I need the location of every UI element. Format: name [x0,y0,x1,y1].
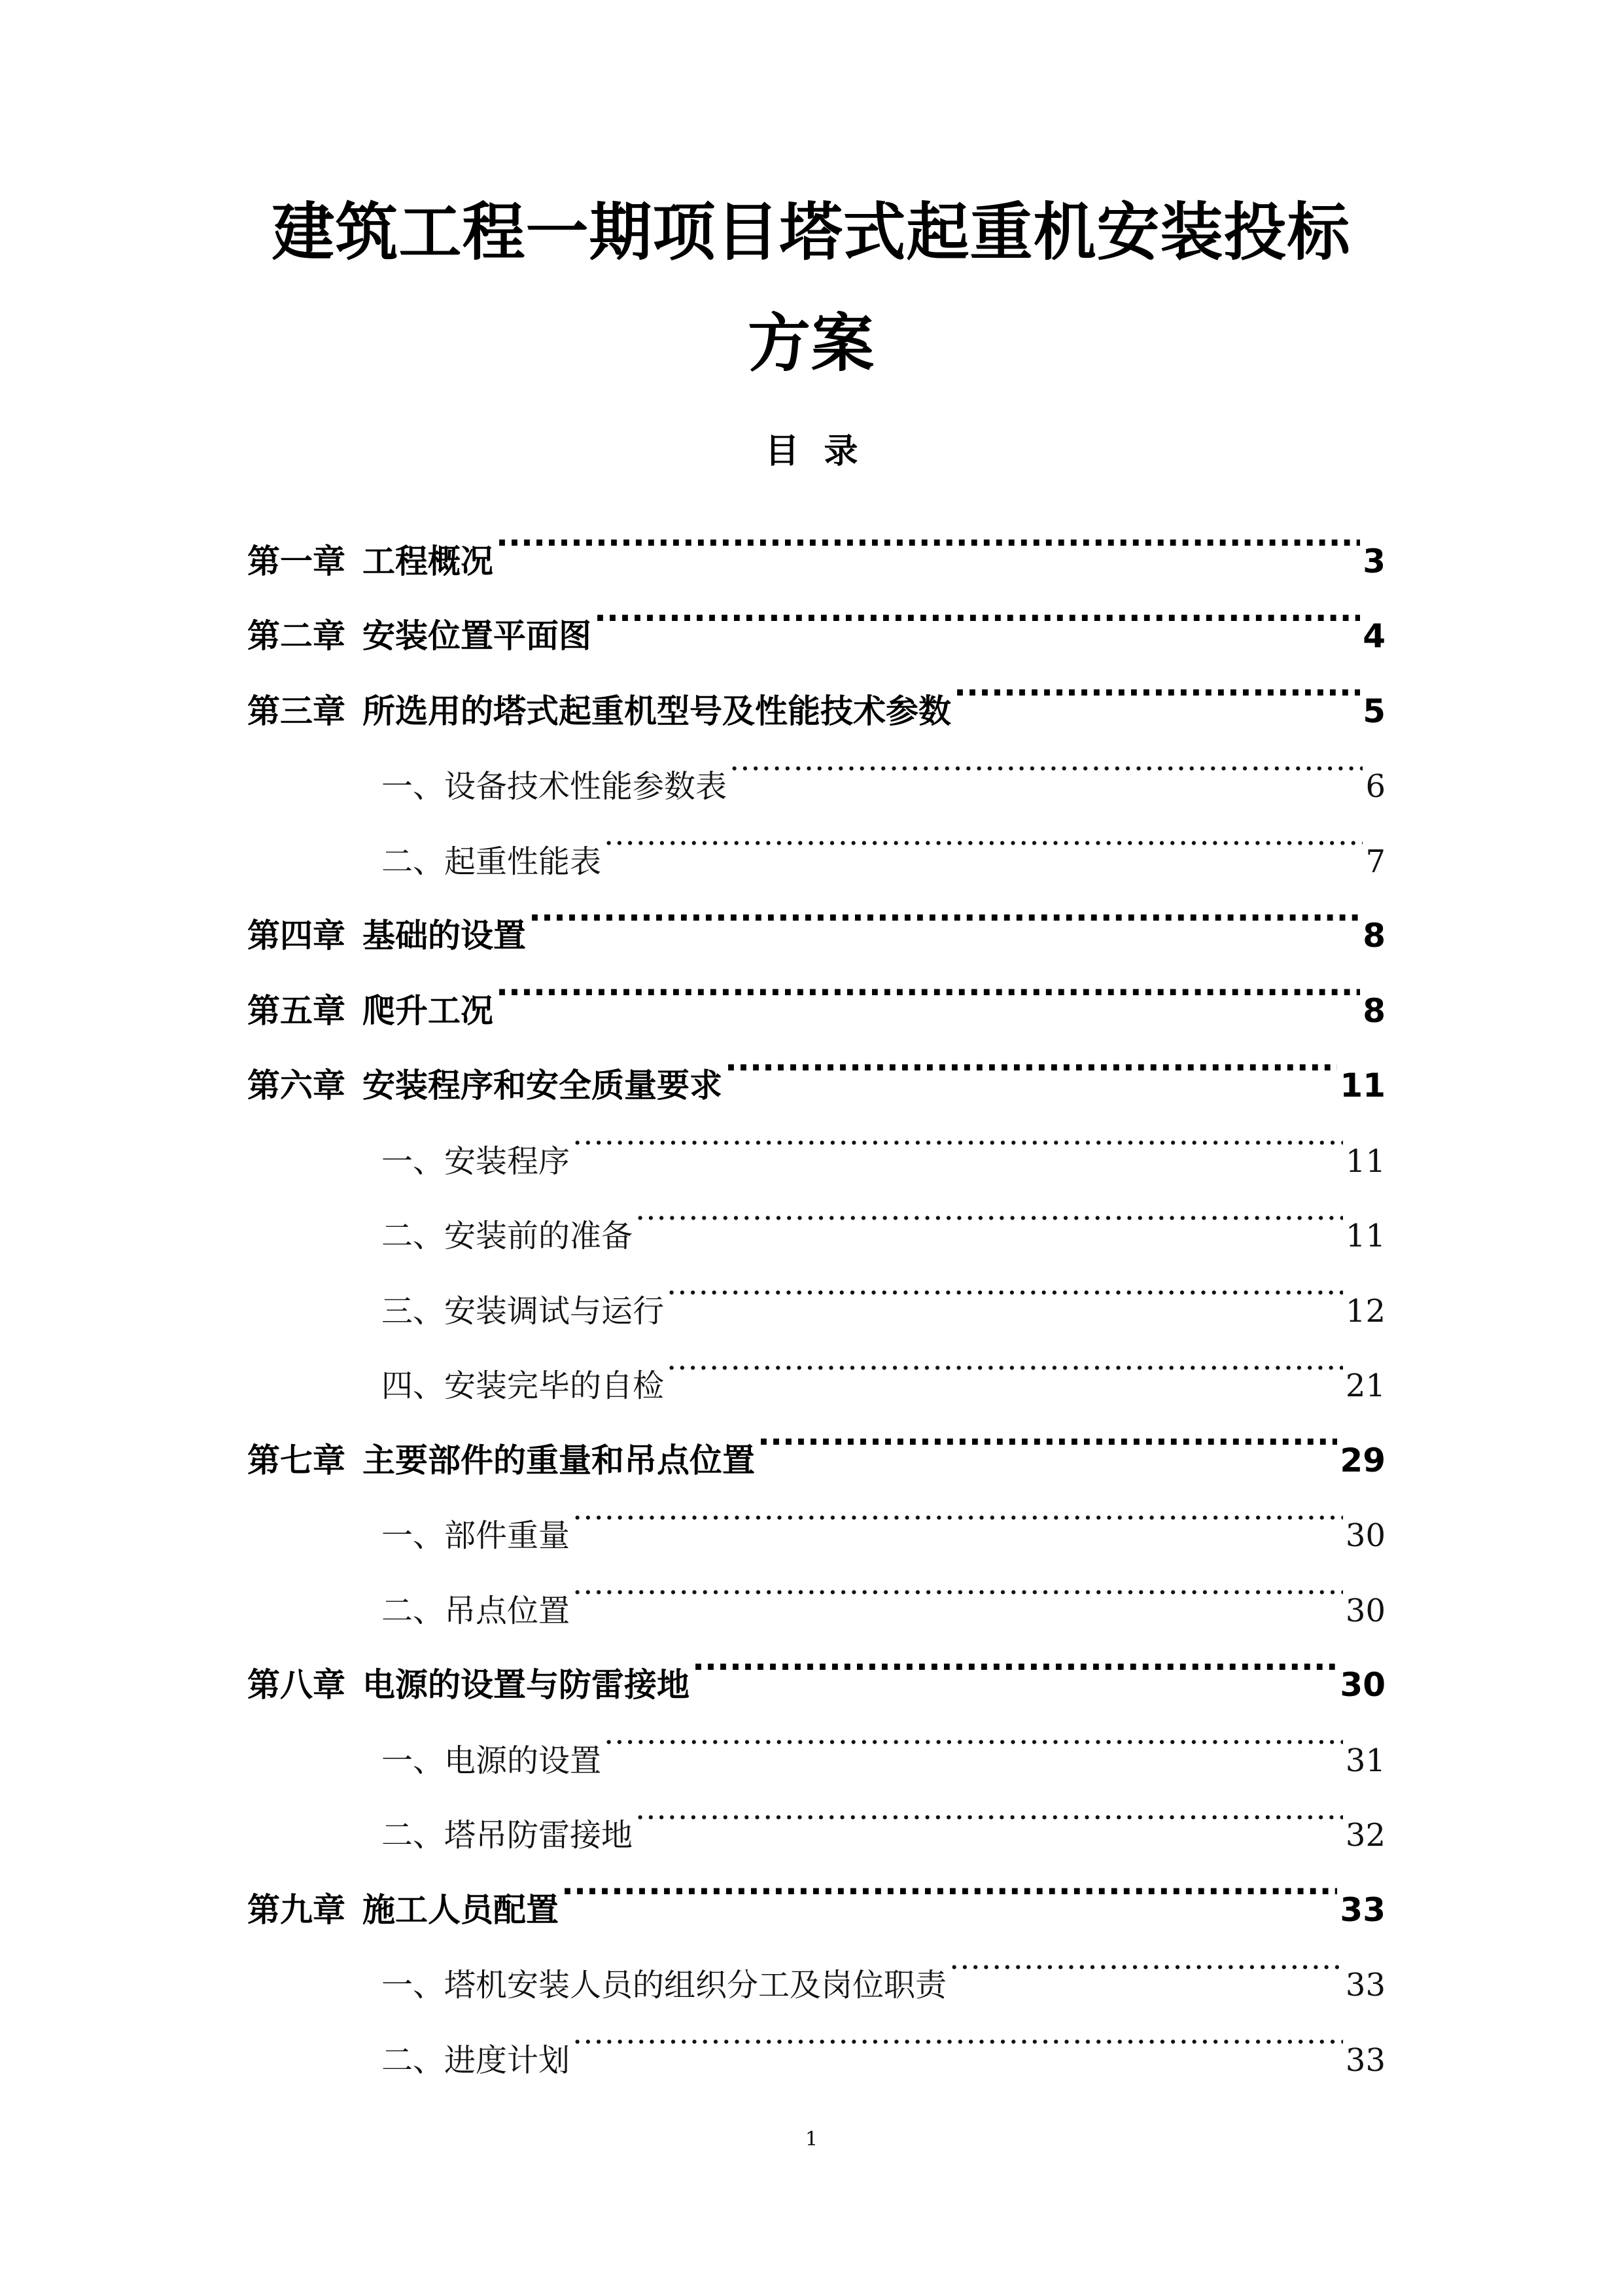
toc-chapter-number: 第二章 [247,617,345,655]
toc-dot-leader [667,1322,1343,1397]
toc-page-number: 33 [1345,2041,1386,2079]
page-number: 1 [805,2128,818,2151]
toc-entry-label [247,1873,559,1948]
toc-dot-leader [725,1022,1337,1097]
toc-dot-leader [496,497,1360,573]
toc-entry-label [381,1349,664,1424]
toc-entry-title: 爬升工况 [362,991,493,1030]
toc-dot-leader [604,797,1363,872]
toc-chapter-number: 第三章 [247,692,345,730]
toc-page-number: 12 [1345,1292,1386,1330]
toc-chapter-number: 第五章 [247,991,345,1030]
toc-entry-label [247,974,493,1049]
toc-entry-title: 一、电源的设置 [381,1742,602,1779]
toc-dot-leader [604,1696,1343,1771]
toc-dot-leader [561,1846,1337,1921]
toc-entry-title: 主要部件的重量和吊点位置 [362,1441,755,1479]
toc-entry-title: 一、塔机安装人员的组织分工及岗位职责 [381,1967,947,2004]
toc-entry-label [381,2023,570,2098]
table-of-contents [247,497,1386,2079]
toc-page-number: 33 [1340,1890,1386,1929]
toc-entry-title: 安装位置平面图 [362,617,591,655]
toc-entry-title: 三、安装调试与运行 [381,1292,665,1330]
toc-chapter-number: 第八章 [247,1666,345,1704]
toc-page-number: 7 [1365,843,1386,880]
toc-page-number: 33 [1345,1967,1386,2004]
toc-dot-leader [635,1172,1343,1247]
toc-chapter-number: 第一章 [247,542,345,580]
toc-entry-title: 工程概况 [362,542,493,580]
toc-dot-leader [572,1472,1343,1547]
toc-entry-label [381,1498,570,1574]
toc-page-number: 5 [1363,692,1386,730]
toc-entry-title: 基础的设置 [362,917,526,955]
toc-entry-label [381,1723,601,1799]
toc-chapter-number: 第七章 [247,1441,345,1479]
toc-entry-title: 所选用的塔式起重机型号及性能技术参数 [362,692,951,730]
toc-page-number: 30 [1345,1592,1386,1629]
toc-entry-label [247,898,526,974]
toc-dot-leader [572,1546,1343,1621]
toc-dot-leader [949,1921,1343,1996]
toc-dot-leader [572,1097,1343,1172]
toc-page-number: 32 [1345,1817,1386,1854]
toc-dot-leader [729,722,1363,798]
toc-entry-title: 四、安装完毕的自检 [381,1368,665,1404]
toc-entry-label [247,599,591,674]
toc-dot-leader [572,1996,1343,2071]
toc-page-number: 30 [1345,1517,1386,1554]
toc-page-number: 8 [1363,917,1386,955]
toc-entry-title: 一、安装程序 [381,1142,570,1180]
toc-page-number: 21 [1345,1368,1386,1404]
toc-dot-leader [594,573,1360,648]
toc-entry-title: 电源的设置与防雷接地 [362,1666,689,1704]
toc-page-number: 6 [1365,768,1386,805]
toc-page-number: 31 [1345,1742,1386,1779]
toc-entry-title: 二、塔吊防雷接地 [381,1817,633,1854]
toc-entry-label [247,524,493,599]
toc-chapter-entry[interactable] [247,497,1386,580]
toc-page-number: 4 [1363,617,1386,655]
toc-entry-title: 二、起重性能表 [381,843,602,880]
toc-page-number: 11 [1340,1067,1386,1104]
toc-heading: 目 录 [765,432,858,471]
toc-chapter-number: 第四章 [247,917,345,955]
toc-page-number: 11 [1345,1142,1386,1180]
toc-dot-leader [496,947,1360,1022]
toc-dot-leader [758,1396,1337,1472]
toc-entry-title: 二、安装前的准备 [381,1218,633,1254]
toc-dot-leader [667,1246,1343,1322]
toc-entry-label [381,1199,633,1274]
document-title: 建筑工程一期项目塔式起重机安装投标方案 [271,196,1351,380]
toc-entry-title: 二、进度计划 [381,2041,570,2079]
toc-entry-label [381,1274,664,1349]
toc-dot-leader [635,1771,1343,1846]
toc-page-number: 29 [1340,1441,1386,1479]
toc-entry-label [381,1124,570,1199]
toc-chapter-number: 第九章 [247,1890,345,1929]
toc-dot-leader [529,872,1360,947]
toc-page-number: 8 [1363,991,1386,1030]
toc-chapter-number: 第六章 [247,1067,345,1104]
toc-page-number: 11 [1345,1218,1386,1254]
toc-entry-title: 安装程序和安全质量要求 [362,1067,722,1104]
toc-entry-title: 施工人员配置 [362,1890,559,1929]
toc-page-number: 3 [1363,542,1386,580]
toc-entry-title: 一、设备技术性能参数表 [381,768,727,805]
toc-dot-leader [954,647,1360,722]
toc-entry-label [381,1574,570,1649]
toc-dot-leader [692,1621,1337,1697]
toc-page-number: 30 [1340,1666,1386,1704]
toc-entry-title: 一、部件重量 [381,1517,570,1554]
toc-entry-title: 二、吊点位置 [381,1592,570,1629]
